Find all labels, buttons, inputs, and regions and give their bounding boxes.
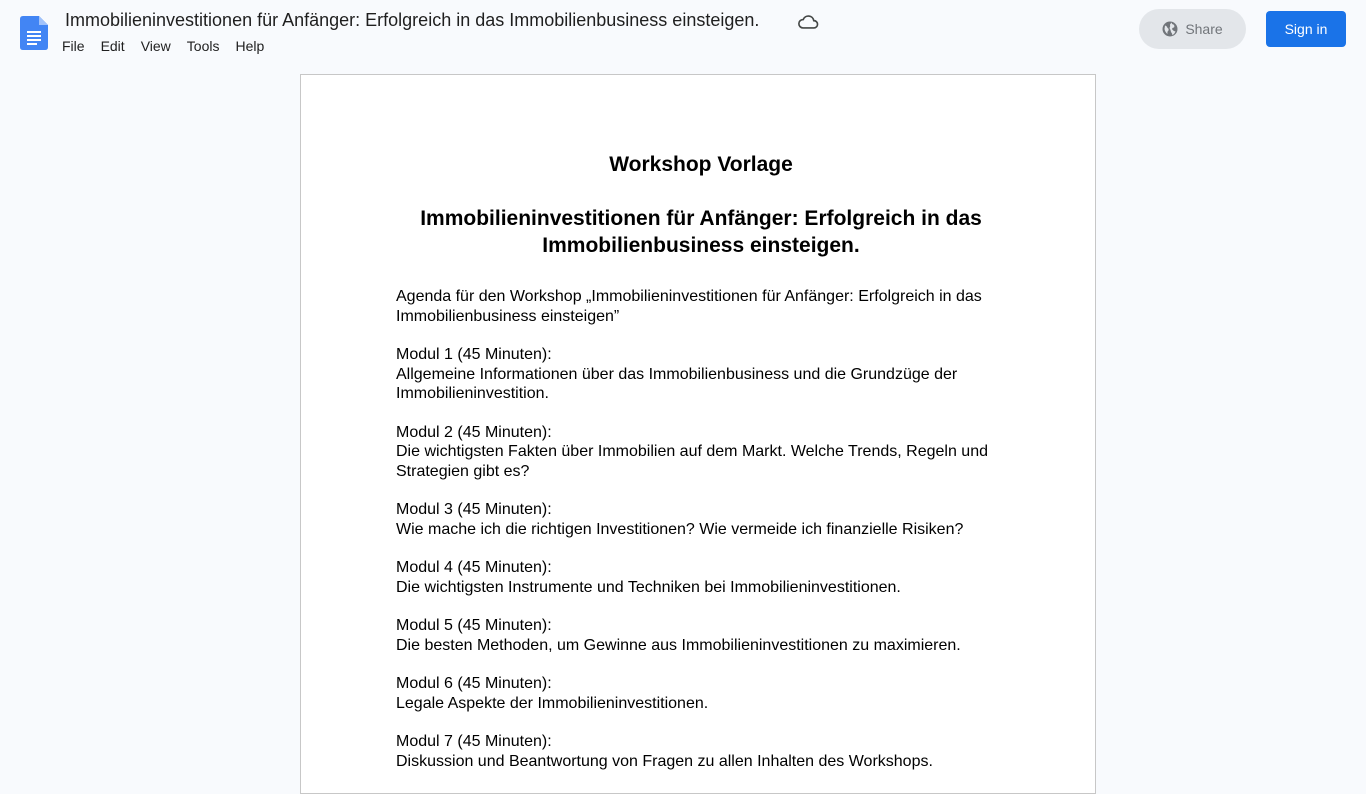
module-title: Modul 2 (45 Minuten): — [396, 423, 552, 441]
menu-help[interactable]: Help — [235, 38, 265, 54]
module-description: Legale Aspekte der Immobilieninvestitionen. — [396, 694, 709, 712]
module-description: Die besten Methoden, um Gewinne aus Immobilieninvestitionen zu maximieren. — [396, 636, 961, 654]
module-description: Die wichtigsten Instrumente und Techniken bei Immobilieninvestitionen. — [396, 578, 901, 596]
menu-tools[interactable]: Tools — [186, 38, 220, 54]
menu-view[interactable]: View — [140, 38, 171, 54]
module-item — [396, 423, 1006, 482]
cloud-saved-icon[interactable] — [797, 12, 819, 32]
module-description: Die wichtigsten Fakten über Immobilien auf dem Markt. Welche Trends, Regeln und Strategien gibt es? — [396, 443, 988, 480]
document-heading: Workshop Vorlage — [609, 153, 793, 176]
sign-in-button[interactable]: Sign in — [1266, 11, 1346, 47]
module-title: Modul 7 (45 Minuten): — [396, 733, 552, 750]
module-item — [396, 558, 1006, 597]
docs-logo-icon[interactable] — [20, 16, 48, 50]
module-title: Modul 6 (45 Minuten): — [396, 675, 552, 692]
module-item — [396, 674, 1006, 713]
document-page[interactable] — [300, 74, 1096, 794]
top-bar — [0, 0, 1366, 64]
share-label: Share — [1185, 21, 1223, 37]
module-item — [396, 732, 1006, 771]
share-button[interactable] — [1139, 9, 1246, 49]
module-title: Modul 4 (45 Minuten): — [396, 559, 552, 576]
document-title[interactable]: Immobilieninvestitionen für Anfänger: Erfolgreich in das Immobilienbusiness einsteigen. — [65, 10, 760, 30]
module-description: Allgemeine Informationen über das Immobilienbusiness und die Grundzüge der Immobilieninvestition. — [396, 365, 958, 402]
module-description: Diskussion und Beantwortung von Fragen zu allen Inhalten des Workshops. — [396, 752, 933, 770]
agenda-intro: Agenda für den Workshop „Immobilieninvestitionen für Anfänger: Erfolgreich in das Immobilienbusiness einsteigen” — [396, 288, 982, 325]
document-subheading: Immobilieninvestitionen für Anfänger: Erfolgreich in das Immobilienbusiness einsteigen. — [420, 207, 982, 257]
module-item — [396, 616, 1006, 655]
module-description: Wie mache ich die richtigen Investitionen? Wie vermeide ich finanzielle Risiken? — [396, 520, 964, 538]
menu-edit[interactable]: Edit — [100, 38, 125, 54]
module-title: Modul 5 (45 Minuten): — [396, 617, 552, 634]
module-title: Modul 1 (45 Minuten): — [396, 346, 552, 363]
globe-icon — [1162, 21, 1178, 37]
menu-bar — [54, 37, 272, 57]
module-item — [396, 500, 1006, 539]
module-item — [396, 345, 1006, 404]
menu-file[interactable]: File — [62, 38, 85, 54]
document-body — [396, 151, 1006, 771]
module-title: Modul 3 (45 Minuten): — [396, 501, 552, 518]
